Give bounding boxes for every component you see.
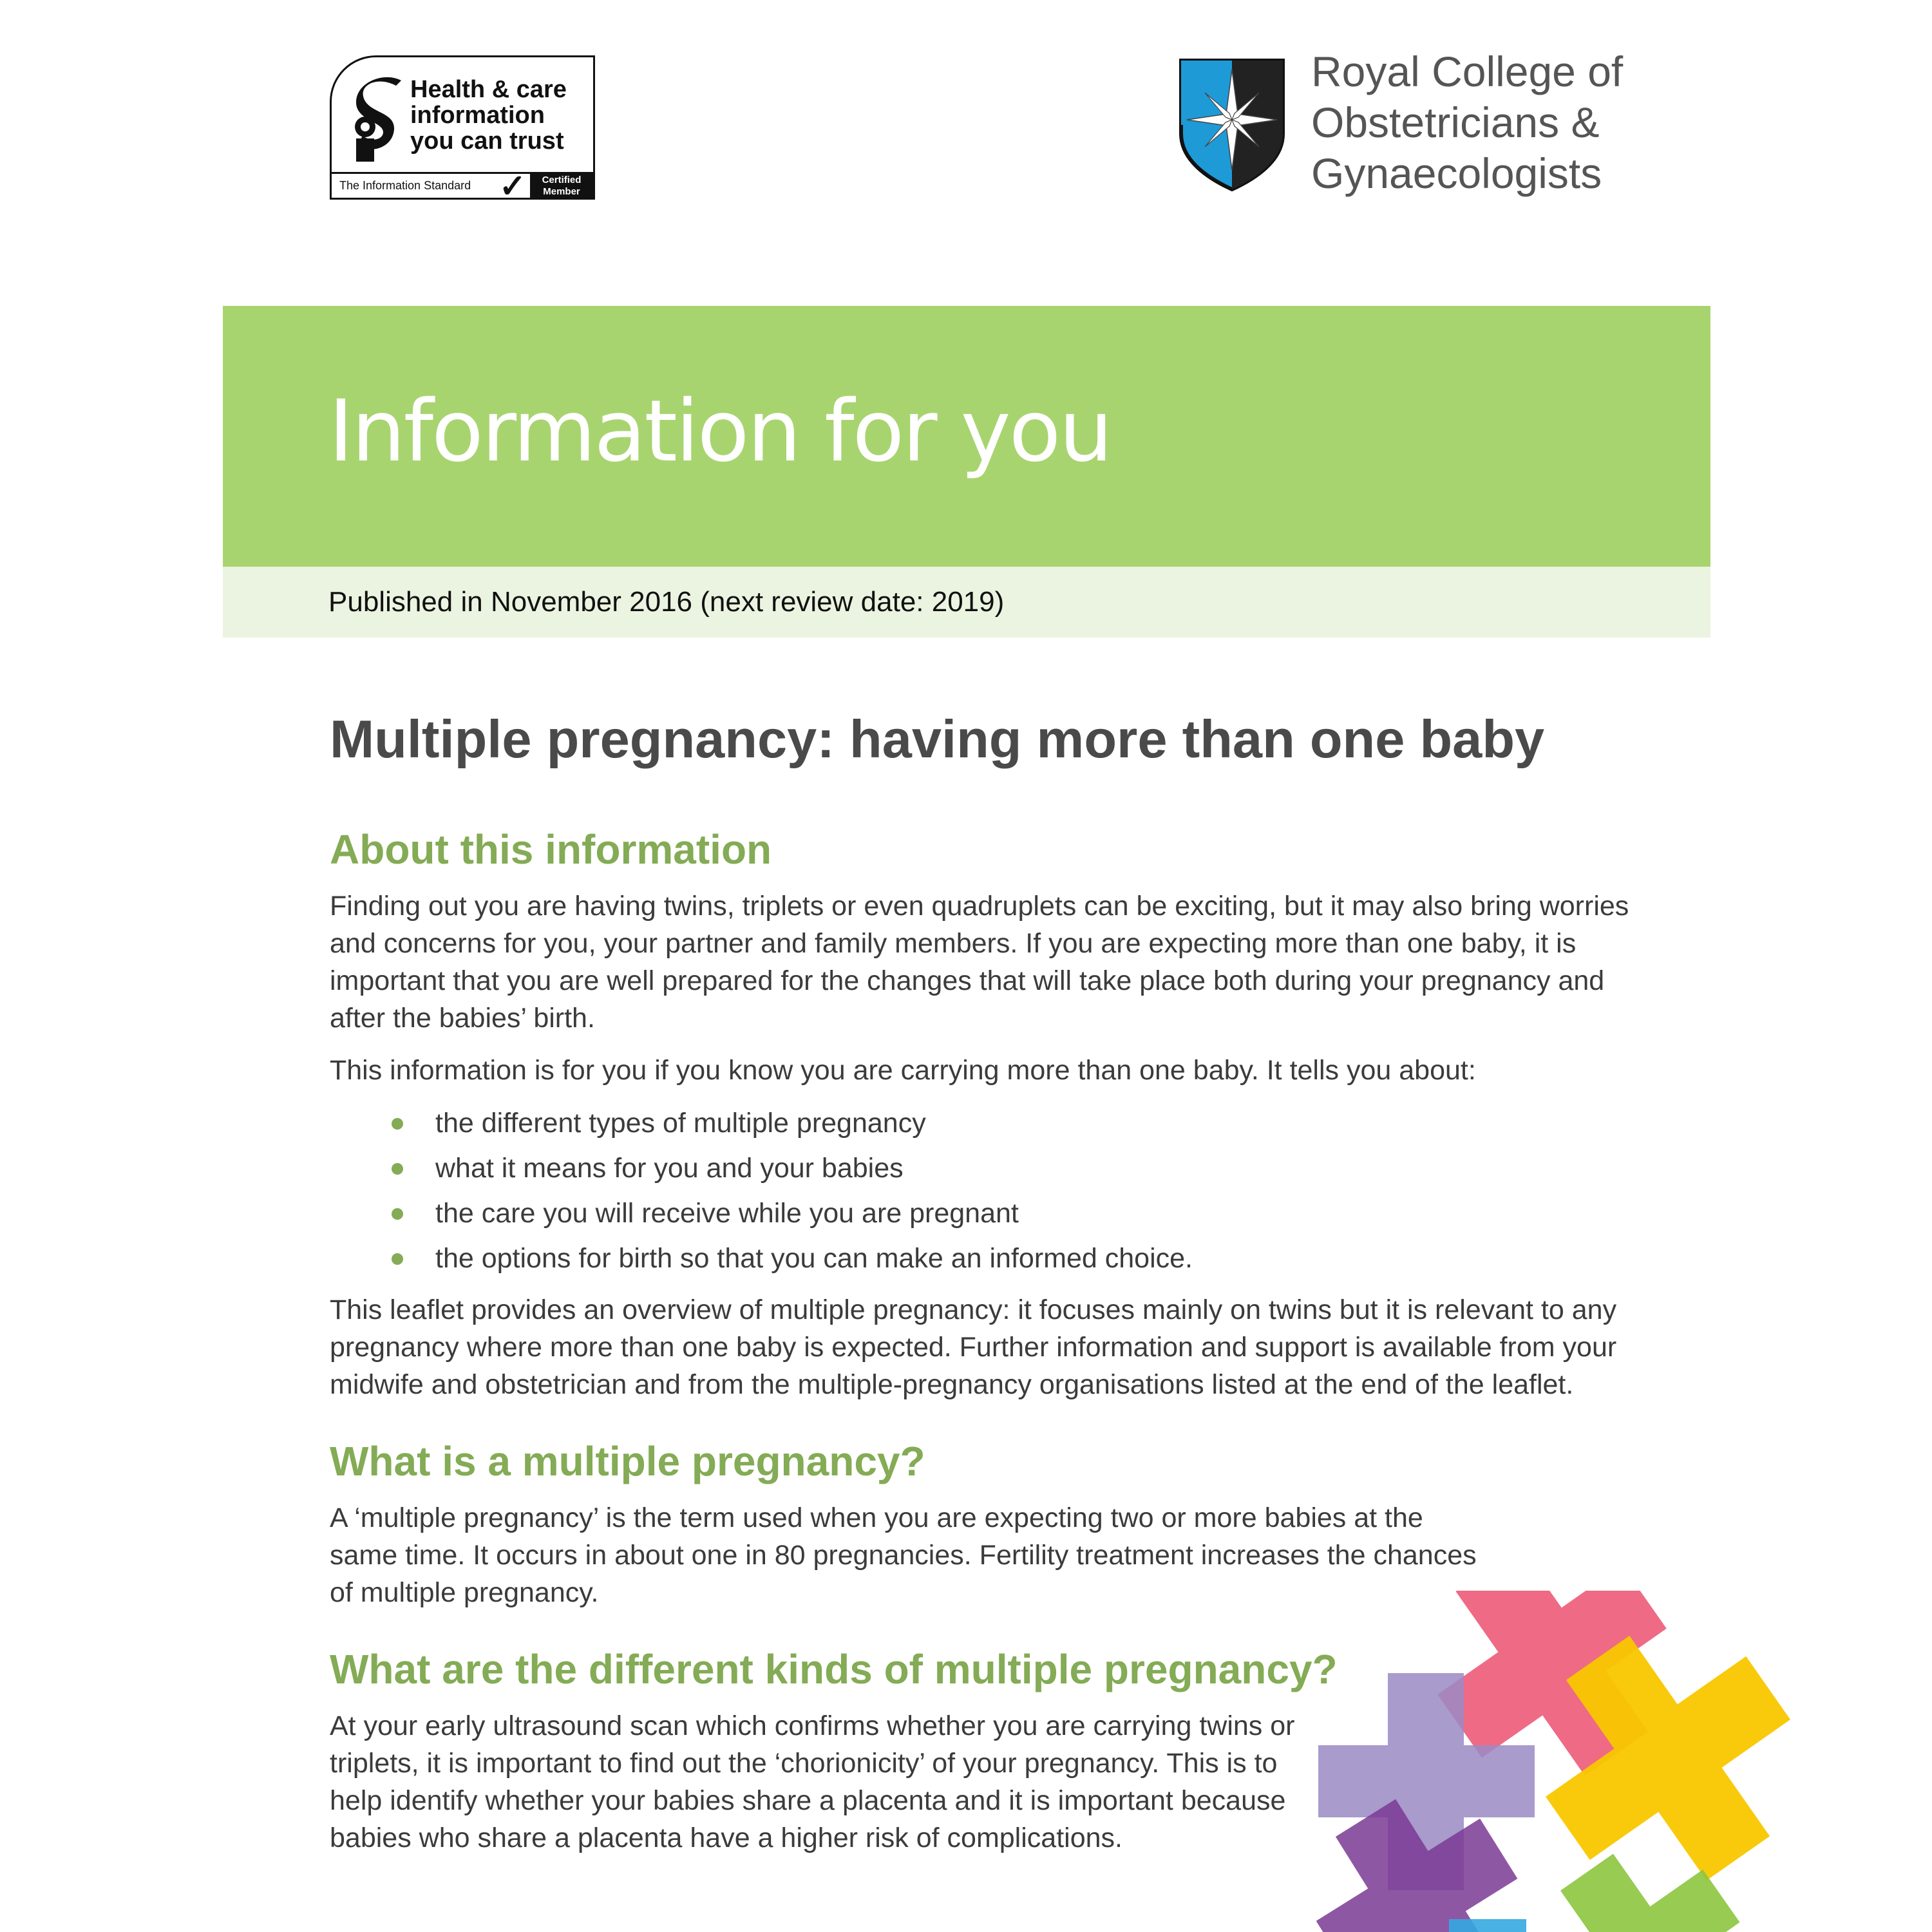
rcog-name-line: Royal College of (1311, 48, 1624, 95)
about-paragraph-2: This information is for you if you know you are carrying more than one baby. It tells you about: (330, 1055, 1476, 1086)
list-item (386, 1101, 1193, 1146)
list-item-text: the different types of multiple pregnancy (435, 1108, 926, 1139)
rcog-name-line: Obstetricians & (1311, 99, 1600, 146)
list-item (386, 1146, 1193, 1191)
section-heading-what-is: What is a multiple pregnancy? (330, 1438, 925, 1484)
about-paragraph-3: This leaflet provides an overview of multiple pregnancy: it focuses mainly on twins but it is relevant to any pregnancy where more than one baby is expected. Further information and support is available from your midwife and obstetrician and from the multiple-pregnancy organisations listed at the end of the leaflet. (330, 1294, 1617, 1400)
rcog-shield-icon (1177, 57, 1287, 193)
badge-text (410, 77, 591, 154)
bullet-icon (392, 1118, 403, 1130)
certified-line: Certified (542, 175, 582, 185)
badge-line: you can trust (410, 128, 564, 155)
publication-date: Published in November 2016 (next review date: 2019) (328, 586, 1005, 618)
information-standard-label: The Information Standard (339, 179, 471, 192)
decorative-crosses (1282, 1591, 1932, 1932)
badge-line: information (410, 102, 545, 129)
kinds-paragraph: At your early ultrasound scan which confirms whether you are carrying twins or triplets, it is important to find out the ‘chorionicity’ of your pregnancy. This is to help identify whether your babies share a placenta and it is important because babies who share a placenta have a higher risk of complications. (330, 1710, 1295, 1853)
about-paragraph-1: Finding out you are having twins, triplets or even quadruplets can be exciting, but it may also bring worries and concerns for you, your partner and family members. If you are expecting more than one baby, it is important that you are well prepared for the changes that will take place both during your pregnancy and after the babies’ birth. (330, 891, 1629, 1034)
rcog-name (1311, 46, 1646, 199)
bullet-icon (392, 1253, 403, 1265)
rcog-name-line: Gynaecologists (1311, 149, 1602, 197)
banner-title: Information for you (328, 382, 1112, 481)
bullet-icon (392, 1163, 403, 1175)
list-item-text: the options for birth so that you can make an informed choice. (435, 1243, 1193, 1274)
list-item-text: what it means for you and your babies (435, 1153, 904, 1184)
list-item (386, 1191, 1193, 1236)
section-heading-about: About this information (330, 826, 772, 873)
badge-line: Health & care (410, 76, 567, 103)
certified-member-label (530, 174, 593, 200)
info-banner (223, 306, 1710, 567)
list-item (386, 1236, 1193, 1281)
page-title: Multiple pregnancy: having more than one baby (330, 709, 1545, 769)
information-standard-logo-icon (351, 74, 404, 164)
badge-footer (332, 168, 593, 204)
tick-icon: ✓ (499, 168, 526, 204)
bullet-icon (392, 1208, 403, 1220)
publication-bar (223, 567, 1710, 638)
what-is-paragraph: A ‘multiple pregnancy’ is the term used when you are expecting two or more babies at the same time. It occurs in about one in 80 pregnancies. Fertility treatment increases the chances of multiple pregnancy. (330, 1502, 1477, 1608)
information-standard-badge (330, 55, 595, 204)
blue-shape (1449, 1919, 1526, 1932)
list-item-text: the care you will receive while you are pregnant (435, 1198, 1019, 1229)
section-heading-kinds: What are the different kinds of multiple pregnancy? (330, 1646, 1338, 1692)
certified-line: Member (543, 186, 580, 197)
about-bullet-list (386, 1101, 1193, 1281)
